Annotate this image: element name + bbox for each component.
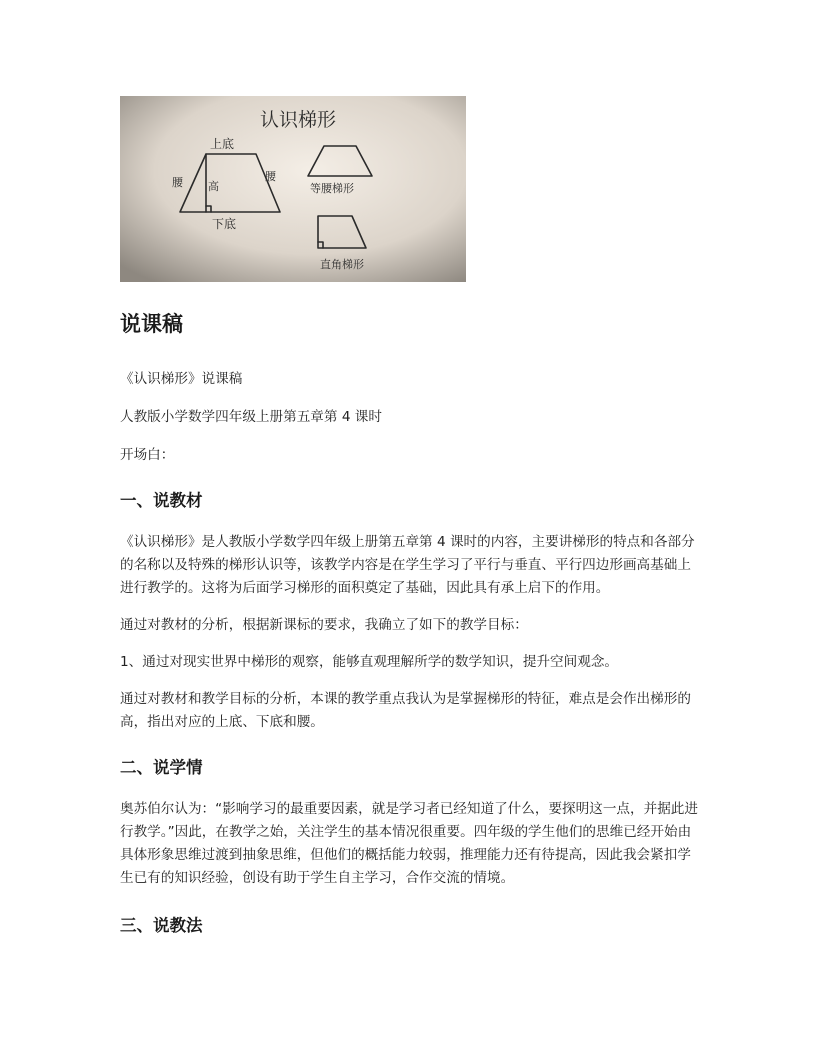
doc-title-line: 《认识梯形》说课稿 — [120, 371, 243, 387]
paragraph: 奥苏伯尔认为：“影响学习的最重要因素，就是学习者已经知道了什么，要探明这一点，并据此进行教学。”因此，在教学之始，关注学生的基本情况很重要。四年级的学生他们的思维已经开始由具体形象思维过渡到抽象思维，但他们的概括能力较弱，推理能力还有待提高，因此我会紧扣学生已有的知识经验，创设有助于学生自主学习，合作交流的情境。 — [120, 801, 698, 886]
doc-heading: 说课稿 — [120, 312, 183, 336]
label-isosceles: 等腰梯形 — [310, 182, 354, 195]
label-right-angle: 直角梯形 — [320, 258, 364, 271]
section-heading-student-analysis: 二、说学情 — [120, 758, 203, 777]
label-bottom-base: 下底 — [212, 217, 237, 231]
paragraph: 通过对教材的分析，根据新课标的要求，我确立了如下的教学目标： — [120, 617, 528, 633]
label-top-base: 上底 — [210, 137, 235, 151]
doc-opening: 开场白： — [120, 447, 175, 463]
doc-edition-line: 人教版小学数学四年级上册第五章第 4 课时 — [120, 409, 382, 425]
photo-title: 认识梯形 — [260, 109, 337, 131]
section-heading-teaching-material: 一、说教材 — [120, 491, 203, 510]
paragraph: 通过对教材和教学目标的分析，本课的教学重点我认为是掌握梯形的特征，难点是会作出梯形的高，指出对应的上底、下底和腰。 — [120, 691, 691, 730]
whiteboard-photo — [120, 96, 466, 282]
label-height: 高 — [208, 180, 219, 193]
paragraph: 1、通过对现实世界中梯形的观察，能够直观理解所学的数学知识，提升空间观念。 — [120, 654, 619, 670]
section-heading-teaching-method: 三、说教法 — [120, 916, 203, 935]
paragraph: 《认识梯形》是人教版小学数学四年级上册第五章第 4 课时的内容，主要讲梯形的特点和各部分的名称以及特殊的梯形认识等，该教学内容是在学生学习了平行与垂直、平行四边形画高基础上进行教学的。这将为后面学习梯形的面积奠定了基础，因此具有承上启下的作用。 — [120, 534, 695, 596]
label-leg-left: 腰 — [172, 176, 183, 189]
document-page — [120, 96, 704, 956]
label-leg-right: 腰 — [265, 170, 276, 183]
